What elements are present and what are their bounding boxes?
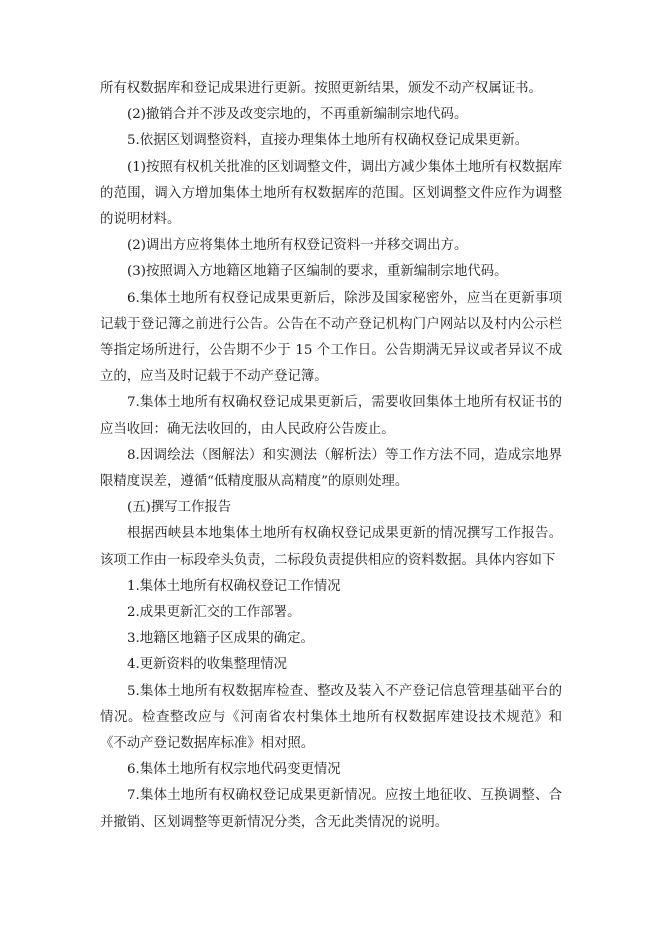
report-item-6: 6.集体土地所有权宗地代码变更情况 bbox=[127, 762, 341, 778]
paragraph-report-intro: 根据西峡县本地集体土地所有权确权登记成果更新的情况撰写工作报告。该项工作由一标段牵头负责，二标段负责提供相应的资料数据。具体内容如下 bbox=[100, 526, 562, 568]
paragraph-item-5-1: (1)按照有权机关批准的区划调整文件，调出方减少集体土地所有权数据库的范围，调入方增加集体土地所有权数据库的范围。区划调整文件应作为调整的说明材料。 bbox=[100, 159, 562, 228]
report-item-4: 4.更新资料的收集整理情况 bbox=[127, 657, 288, 673]
paragraph-continuation: 所有权数据库和登记成果进行更新。按照更新结果，颁发不动产权属证书。 bbox=[100, 81, 542, 96]
paragraph-item-5-3: (3)按照调入方地籍区地籍子区编制的要求，重新编制宗地代码。 bbox=[127, 264, 508, 280]
section-heading-report: (五)撰写工作报告 bbox=[127, 500, 232, 516]
report-item-2: 2.成果更新汇交的工作部署。 bbox=[127, 605, 301, 621]
report-item-5: 5.集体土地所有权数据库检查、整改及装入不产登记信息管理基础平台的情况。检查整改应与《河南省农村集体土地所有权数据库建设技术规范》和《不动产登记数据库标准》相对照。 bbox=[100, 683, 562, 752]
paragraph-item-8: 8.因调绘法（图解法）和实测法（解析法）等工作方法不同，造成宗地界限精度误差，遵循“低精度服从高精度”的原则处理。 bbox=[100, 447, 562, 490]
report-item-3: 3.地籍区地籍子区成果的确定。 bbox=[127, 631, 314, 647]
report-item-7: 7.集体土地所有权确权登记成果更新情况。应按土地征收、互换调整、合并撤销、区划调整等更新情况分类，含无此类情况的说明。 bbox=[100, 788, 562, 830]
document-body bbox=[100, 76, 562, 836]
paragraph-item-5-2: (2)调出方应将集体土地所有权登记资料一并移交调出方。 bbox=[127, 238, 468, 254]
paragraph-merge-item-2: (2)撤销合并不涉及改变宗地的，不再重新编制宗地代码。 bbox=[127, 107, 468, 123]
report-item-1: 1.集体土地所有权确权登记工作情况 bbox=[127, 578, 341, 594]
paragraph-item-7: 7.集体土地所有权确权登记成果更新后，需要收回集体土地所有权证书的应当收回：确无法收回的，由人民政府公告废止。 bbox=[100, 395, 562, 437]
paragraph-item-6: 6.集体土地所有权登记成果更新后，除涉及国家秘密外，应当在更新事项记载于登记簿之前进行公告。公告在不动产登记机构门户网站以及村内公示栏等指定场所进行，公告期不少于 15 个工作日。公告期满无异议或者异议不成立的，应当及时记载于不动产登记簿。 bbox=[100, 290, 562, 385]
paragraph-item-5: 5.依据区划调整资料，直接办理集体土地所有权确权登记成果更新。 bbox=[127, 133, 529, 149]
